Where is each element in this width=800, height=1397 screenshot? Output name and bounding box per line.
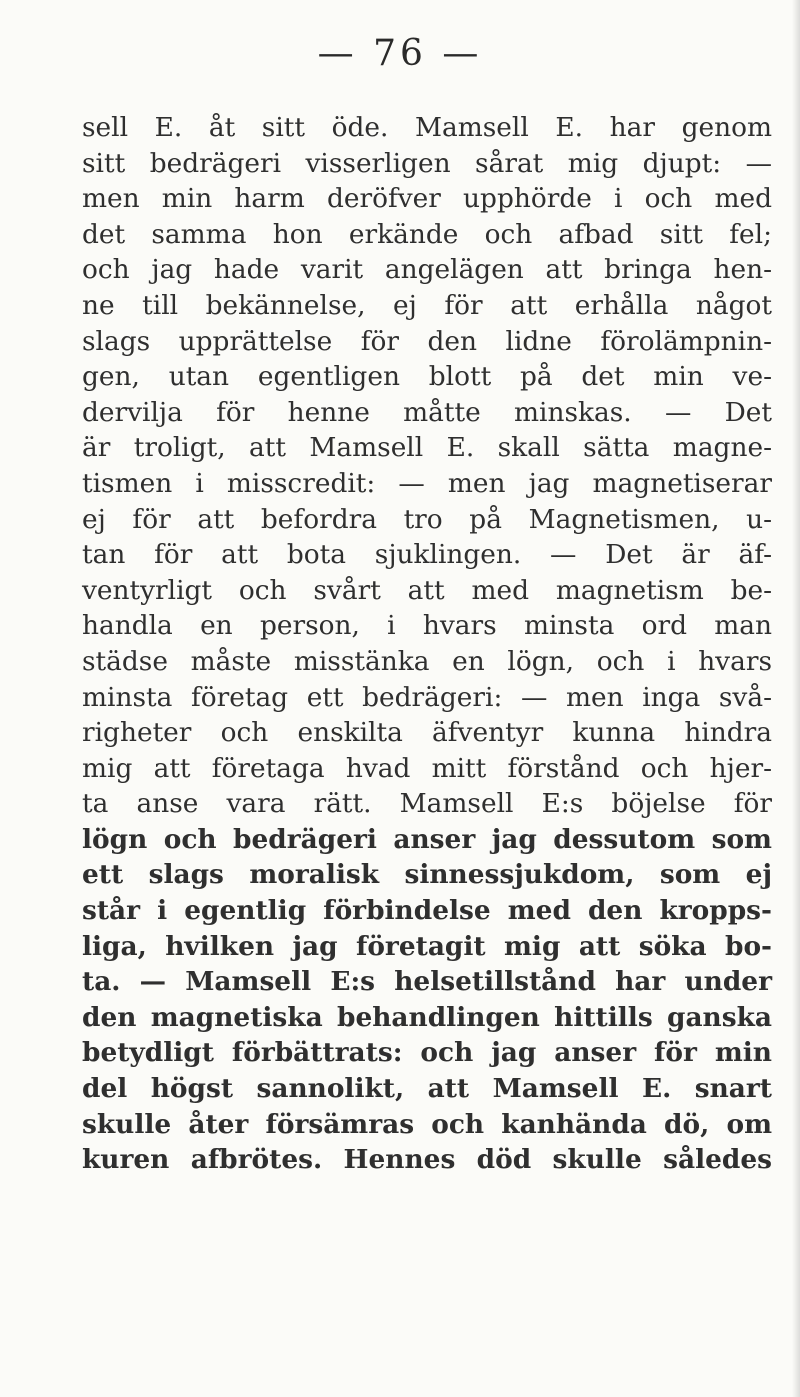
text-line-26: den magnetiska behandlingen hittills ganska [82,1001,772,1033]
text-line-22: ett slags moralisk sinnessjukdom, som ej [82,859,772,891]
body-text [82,110,772,1178]
text-line-11: tismen i misscredit: — men jag magnetiserar [82,467,772,499]
text-line-20: ta anse vara rätt. Mamsell E:s böjelse för [82,788,772,820]
text-line-30: kuren afbrötes. Hennes död skulle således [82,1144,772,1176]
text-line-10: är troligt, att Mamsell E. skall sätta magne- [82,432,772,464]
page-edge-shadow [792,0,800,1397]
text-line-12: ej för att befordra tro på Magnetismen, u- [82,503,772,535]
text-line-17: minsta företag ett bedrägeri: — men inga svå- [82,681,772,713]
page-number-header: — 76 — [317,33,483,74]
text-line-27: betydligt förbättrats: och jag anser för min [82,1037,772,1069]
text-line-23: står i egentlig förbindelse med den kropps- [82,895,772,927]
text-line-13: tan för att bota sjuklingen. — Det är äf- [82,539,772,571]
text-line-1: sell E. åt sitt öde. Mamsell E. har genom [82,112,772,143]
text-line-2: sitt bedrägeri visserligen sårat mig djupt: — [82,147,772,179]
text-line-15: handla en person, i hvars minsta ord man [82,610,772,642]
text-line-29: skulle åter försämras och kanhända dö, om [82,1108,772,1140]
text-line-28: del högst sannolikt, att Mamsell E. snart [82,1073,772,1105]
text-line-6: ne till bekännelse, ej för att erhålla något [82,289,772,321]
text-line-5: och jag hade varit angelägen att bringa hen- [82,254,772,286]
text-line-25: ta. — Mamsell E:s helsetillstånd har under [82,966,772,998]
text-line-14: ventyrligt och svårt att med magnetism be- [82,574,772,606]
text-line-19: mig att företaga hvad mitt förstånd och hjer- [82,752,772,784]
text-line-24: liga, hvilken jag företagit mig att söka bo- [82,930,772,962]
text-line-21: lögn och bedrägeri anser jag dessutom som [82,823,772,855]
text-line-7: slags upprättelse för den lidne förolämpnin- [82,325,772,357]
text-line-4: det samma hon erkände och afbad sitt fel; [82,218,772,250]
text-line-16: städse måste misstänka en lögn, och i hvars [82,645,772,677]
text-line-18: righeter och enskilta äfventyr kunna hindra [82,717,772,749]
text-line-9: dervilja för henne måtte minskas. — Det [82,396,772,428]
text-line-3: men min harm deröfver upphörde i och med [82,183,772,215]
text-line-8: gen, utan egentligen blott på det min ve- [82,361,772,393]
